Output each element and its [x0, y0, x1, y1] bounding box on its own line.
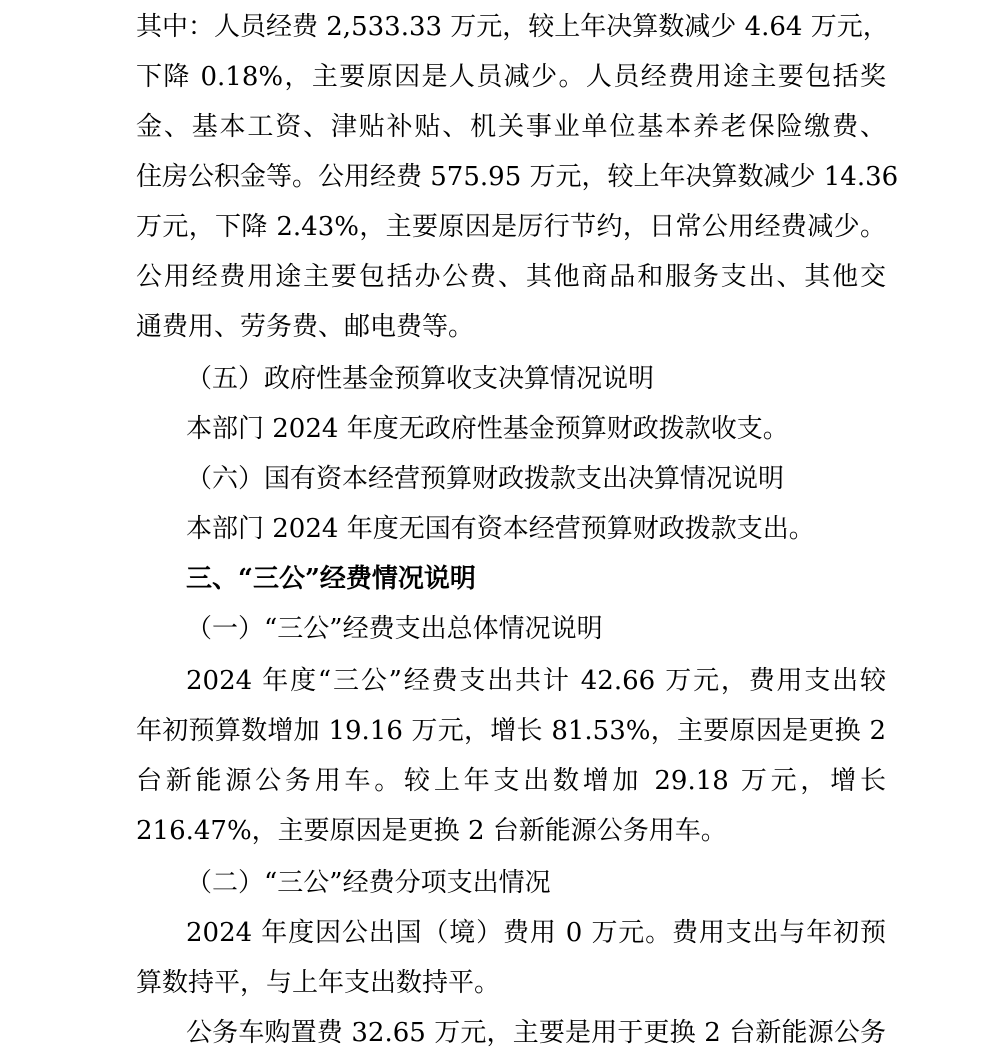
section-heading: （二）“三公”经费分项支出情况: [186, 868, 551, 898]
paragraph-line: 万元，下降 2.43%，主要原因是厉行节约，日常公用经费减少。: [136, 212, 886, 242]
paragraph-line: 年初预算数增加 19.16 万元，增长 81.53%，主要原因是更换 2: [136, 716, 886, 746]
section-heading: （一）“三公”经费支出总体情况说明: [186, 614, 603, 644]
section-heading: （六）国有资本经营预算财政拨款支出决算情况说明: [186, 464, 785, 494]
paragraph-line: 本部门 2024 年度无国有资本经营预算财政拨款支出。: [186, 514, 815, 544]
paragraph-line: 2024 年度“三公”经费支出共计 42.66 万元，费用支出较: [186, 666, 886, 696]
paragraph-line: 金、基本工资、津贴补贴、机关事业单位基本养老保险缴费、: [136, 112, 886, 142]
paragraph-line: 本部门 2024 年度无政府性基金预算财政拨款收支。: [186, 414, 789, 444]
section-heading: （五）政府性基金预算收支决算情况说明: [186, 364, 655, 394]
paragraph-line: 住房公积金等。公用经费 575.95 万元，较上年决算数减少 14.36: [136, 162, 899, 192]
chapter-heading: 三、“三公”经费情况说明: [186, 564, 476, 594]
paragraph-line: 2024 年度因公出国（境）费用 0 万元。费用支出与年初预: [186, 918, 886, 948]
paragraph-line: 下降 0.18%，主要原因是人员减少。人员经费用途主要包括奖: [136, 62, 886, 92]
paragraph-line: 公务车购置费 32.65 万元，主要是用于更换 2 台新能源公务: [186, 1018, 886, 1048]
paragraph-line: 通费用、劳务费、邮电费等。: [136, 312, 475, 342]
paragraph-line: 公用经费用途主要包括办公费、其他商品和服务支出、其他交: [136, 262, 886, 292]
paragraph-line: 其中：人员经费 2,533.33 万元，较上年决算数减少 4.64 万元，: [136, 12, 889, 42]
paragraph-line: 216.47%，主要原因是更换 2 台新能源公务用车。: [136, 816, 727, 846]
paragraph-line: 台新能源公务用车。较上年支出数增加 29.18 万元，增长: [136, 766, 886, 796]
paragraph-line: 算数持平，与上年支出数持平。: [136, 968, 501, 998]
